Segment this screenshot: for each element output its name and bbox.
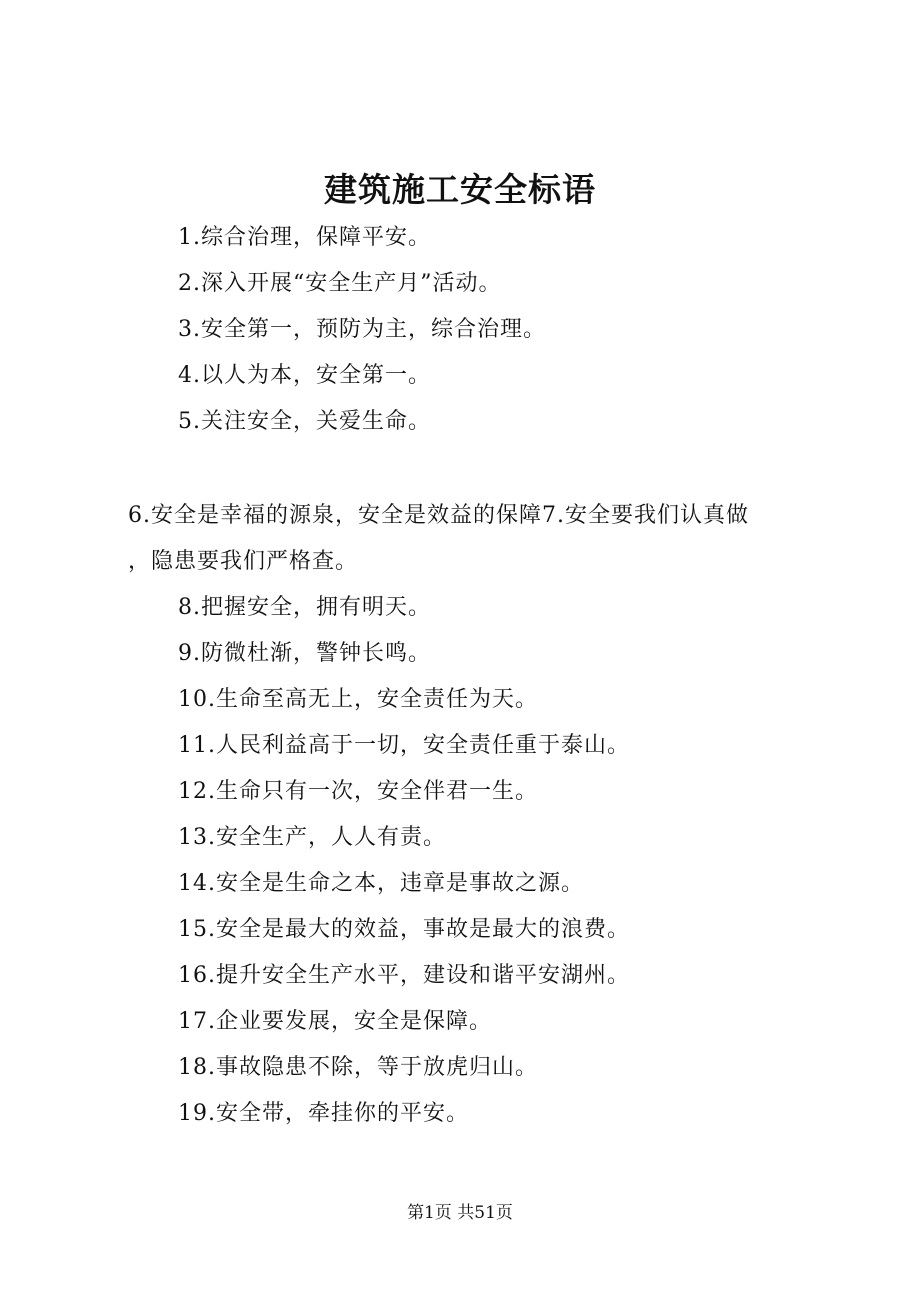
page-title: 建筑施工安全标语	[324, 170, 596, 209]
slogan-item: 9.防微杜渐，警钟长鸣。	[178, 641, 431, 666]
slogan-item: 12.生命只有一次，安全伴君一生。	[178, 779, 538, 804]
slogan-item: 18.事故隐患不除，等于放虎归山。	[178, 1055, 538, 1080]
slogan-item: 8.把握安全，拥有明天。	[178, 595, 431, 620]
slogan-item: 3.安全第一，预防为主，综合治理。	[178, 317, 546, 342]
slogan-item: 11.人民利益高于一切，安全责任重于泰山。	[178, 733, 630, 758]
slogan-item-continuation: ，隐患要我们严格查。	[128, 549, 359, 574]
slogan-item: 14.安全是生命之本，违章是事故之源。	[178, 871, 584, 896]
slogan-item: 17.企业要发展，安全是保障。	[178, 1009, 492, 1034]
page-footer: 第1页 共51页	[407, 1203, 513, 1223]
slogan-item: 1.综合治理，保障平安。	[178, 225, 431, 250]
slogan-item: 4.以人为本，安全第一。	[178, 363, 431, 388]
slogan-item: 6.安全是幸福的源泉，安全是效益的保障7.安全要我们认真做	[128, 503, 749, 528]
slogan-item: 10.生命至高无上，安全责任为天。	[178, 687, 538, 712]
slogan-item: 5.关注安全，关爱生命。	[178, 409, 431, 434]
slogan-item: 15.安全是最大的效益，事故是最大的浪费。	[178, 917, 630, 942]
slogan-item: 2.深入开展“安全生产月”活动。	[178, 271, 502, 296]
slogan-item: 13.安全生产，人人有责。	[178, 825, 446, 850]
slogan-item: 16.提升安全生产水平，建设和谐平安湖州。	[178, 963, 630, 988]
slogan-item: 19.安全带，牵挂你的平安。	[178, 1101, 469, 1126]
